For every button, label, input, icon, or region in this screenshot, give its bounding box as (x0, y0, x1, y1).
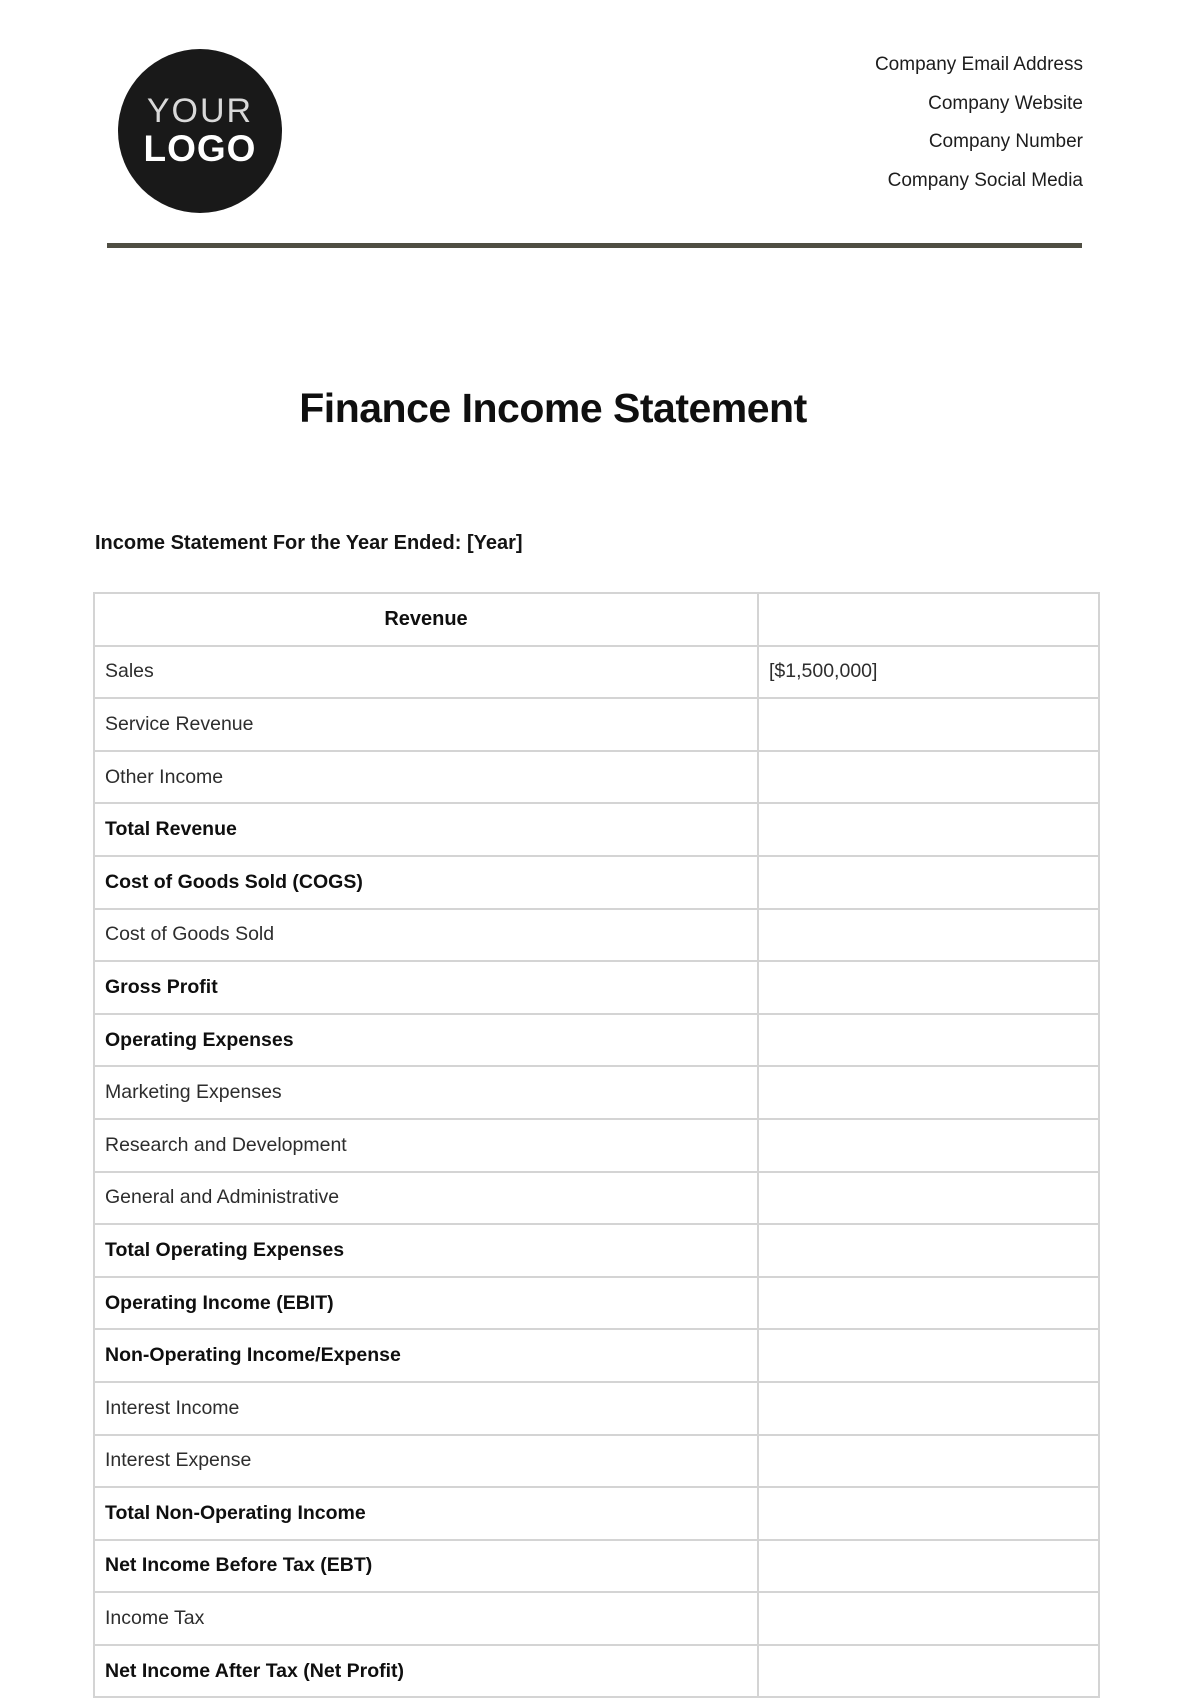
table-row (94, 1540, 1099, 1593)
row-label: Total Non-Operating Income (94, 1487, 758, 1540)
row-value (758, 856, 1099, 909)
table-row (94, 803, 1099, 856)
table-header-label: Revenue (94, 593, 758, 646)
row-label: Non-Operating Income/Expense (94, 1329, 758, 1382)
row-label: Total Operating Expenses (94, 1224, 758, 1277)
row-value (758, 1172, 1099, 1225)
row-value (758, 1382, 1099, 1435)
logo-text-logo: LOGO (143, 128, 257, 170)
row-value (758, 1329, 1099, 1382)
table-row (94, 961, 1099, 1014)
row-value (758, 1224, 1099, 1277)
statement-period-heading: Income Statement For the Year Ended: [Year] (95, 532, 523, 554)
table-row (94, 1382, 1099, 1435)
row-value (758, 751, 1099, 804)
row-value (758, 1645, 1099, 1698)
row-label: Research and Development (94, 1119, 758, 1172)
row-label: Service Revenue (94, 698, 758, 751)
row-label: Net Income After Tax (Net Profit) (94, 1645, 758, 1698)
logo-text-your: YOUR (146, 92, 254, 131)
row-value (758, 803, 1099, 856)
row-value (758, 1487, 1099, 1540)
company-contact-block (875, 46, 1083, 200)
row-value (758, 1540, 1099, 1593)
row-label: Net Income Before Tax (EBT) (94, 1540, 758, 1593)
company-website: Company Website (928, 92, 1083, 114)
company-social-media: Company Social Media (887, 169, 1083, 191)
page-title: Finance Income Statement (299, 385, 807, 431)
row-value (758, 909, 1099, 962)
row-label: Sales (94, 646, 758, 699)
table-row (94, 646, 1099, 699)
row-label: Marketing Expenses (94, 1066, 758, 1119)
row-label: Income Tax (94, 1592, 758, 1645)
company-number: Company Number (928, 131, 1083, 152)
row-label: Interest Expense (94, 1435, 758, 1488)
table-row (94, 1066, 1099, 1119)
row-value (758, 1014, 1099, 1067)
company-logo (118, 49, 282, 213)
row-label: Other Income (94, 751, 758, 804)
table-row (94, 1014, 1099, 1067)
table-row (94, 698, 1099, 751)
table-row (94, 1119, 1099, 1172)
row-value (758, 698, 1099, 751)
table-row (94, 751, 1099, 804)
table-row (94, 1329, 1099, 1382)
income-statement-table (93, 592, 1100, 1698)
row-label: Interest Income (94, 1382, 758, 1435)
row-label: General and Administrative (94, 1172, 758, 1225)
table-row (94, 1645, 1099, 1698)
row-label: Total Revenue (94, 803, 758, 856)
table-row (94, 1592, 1099, 1645)
row-value (758, 961, 1099, 1014)
row-label: Operating Income (EBIT) (94, 1277, 758, 1330)
table-row (94, 1277, 1099, 1330)
row-value (758, 1066, 1099, 1119)
row-value (758, 1592, 1099, 1645)
row-value (758, 1277, 1099, 1330)
company-email-address: Company Email Address (874, 54, 1083, 75)
row-label: Cost of Goods Sold (COGS) (94, 856, 758, 909)
table-header-value (758, 593, 1099, 646)
row-value (758, 1119, 1099, 1172)
table-header-row (94, 593, 1099, 646)
table-row (94, 909, 1099, 962)
row-label: Operating Expenses (94, 1014, 758, 1067)
table-row (94, 1487, 1099, 1540)
table-row (94, 1224, 1099, 1277)
table-row (94, 856, 1099, 909)
row-label: Gross Profit (94, 961, 758, 1014)
row-value: [$1,500,000] (758, 646, 1099, 699)
table-row (94, 1172, 1099, 1225)
row-value (758, 1435, 1099, 1488)
header-divider-line (107, 243, 1082, 248)
row-label: Cost of Goods Sold (94, 909, 758, 962)
table-row (94, 1435, 1099, 1488)
